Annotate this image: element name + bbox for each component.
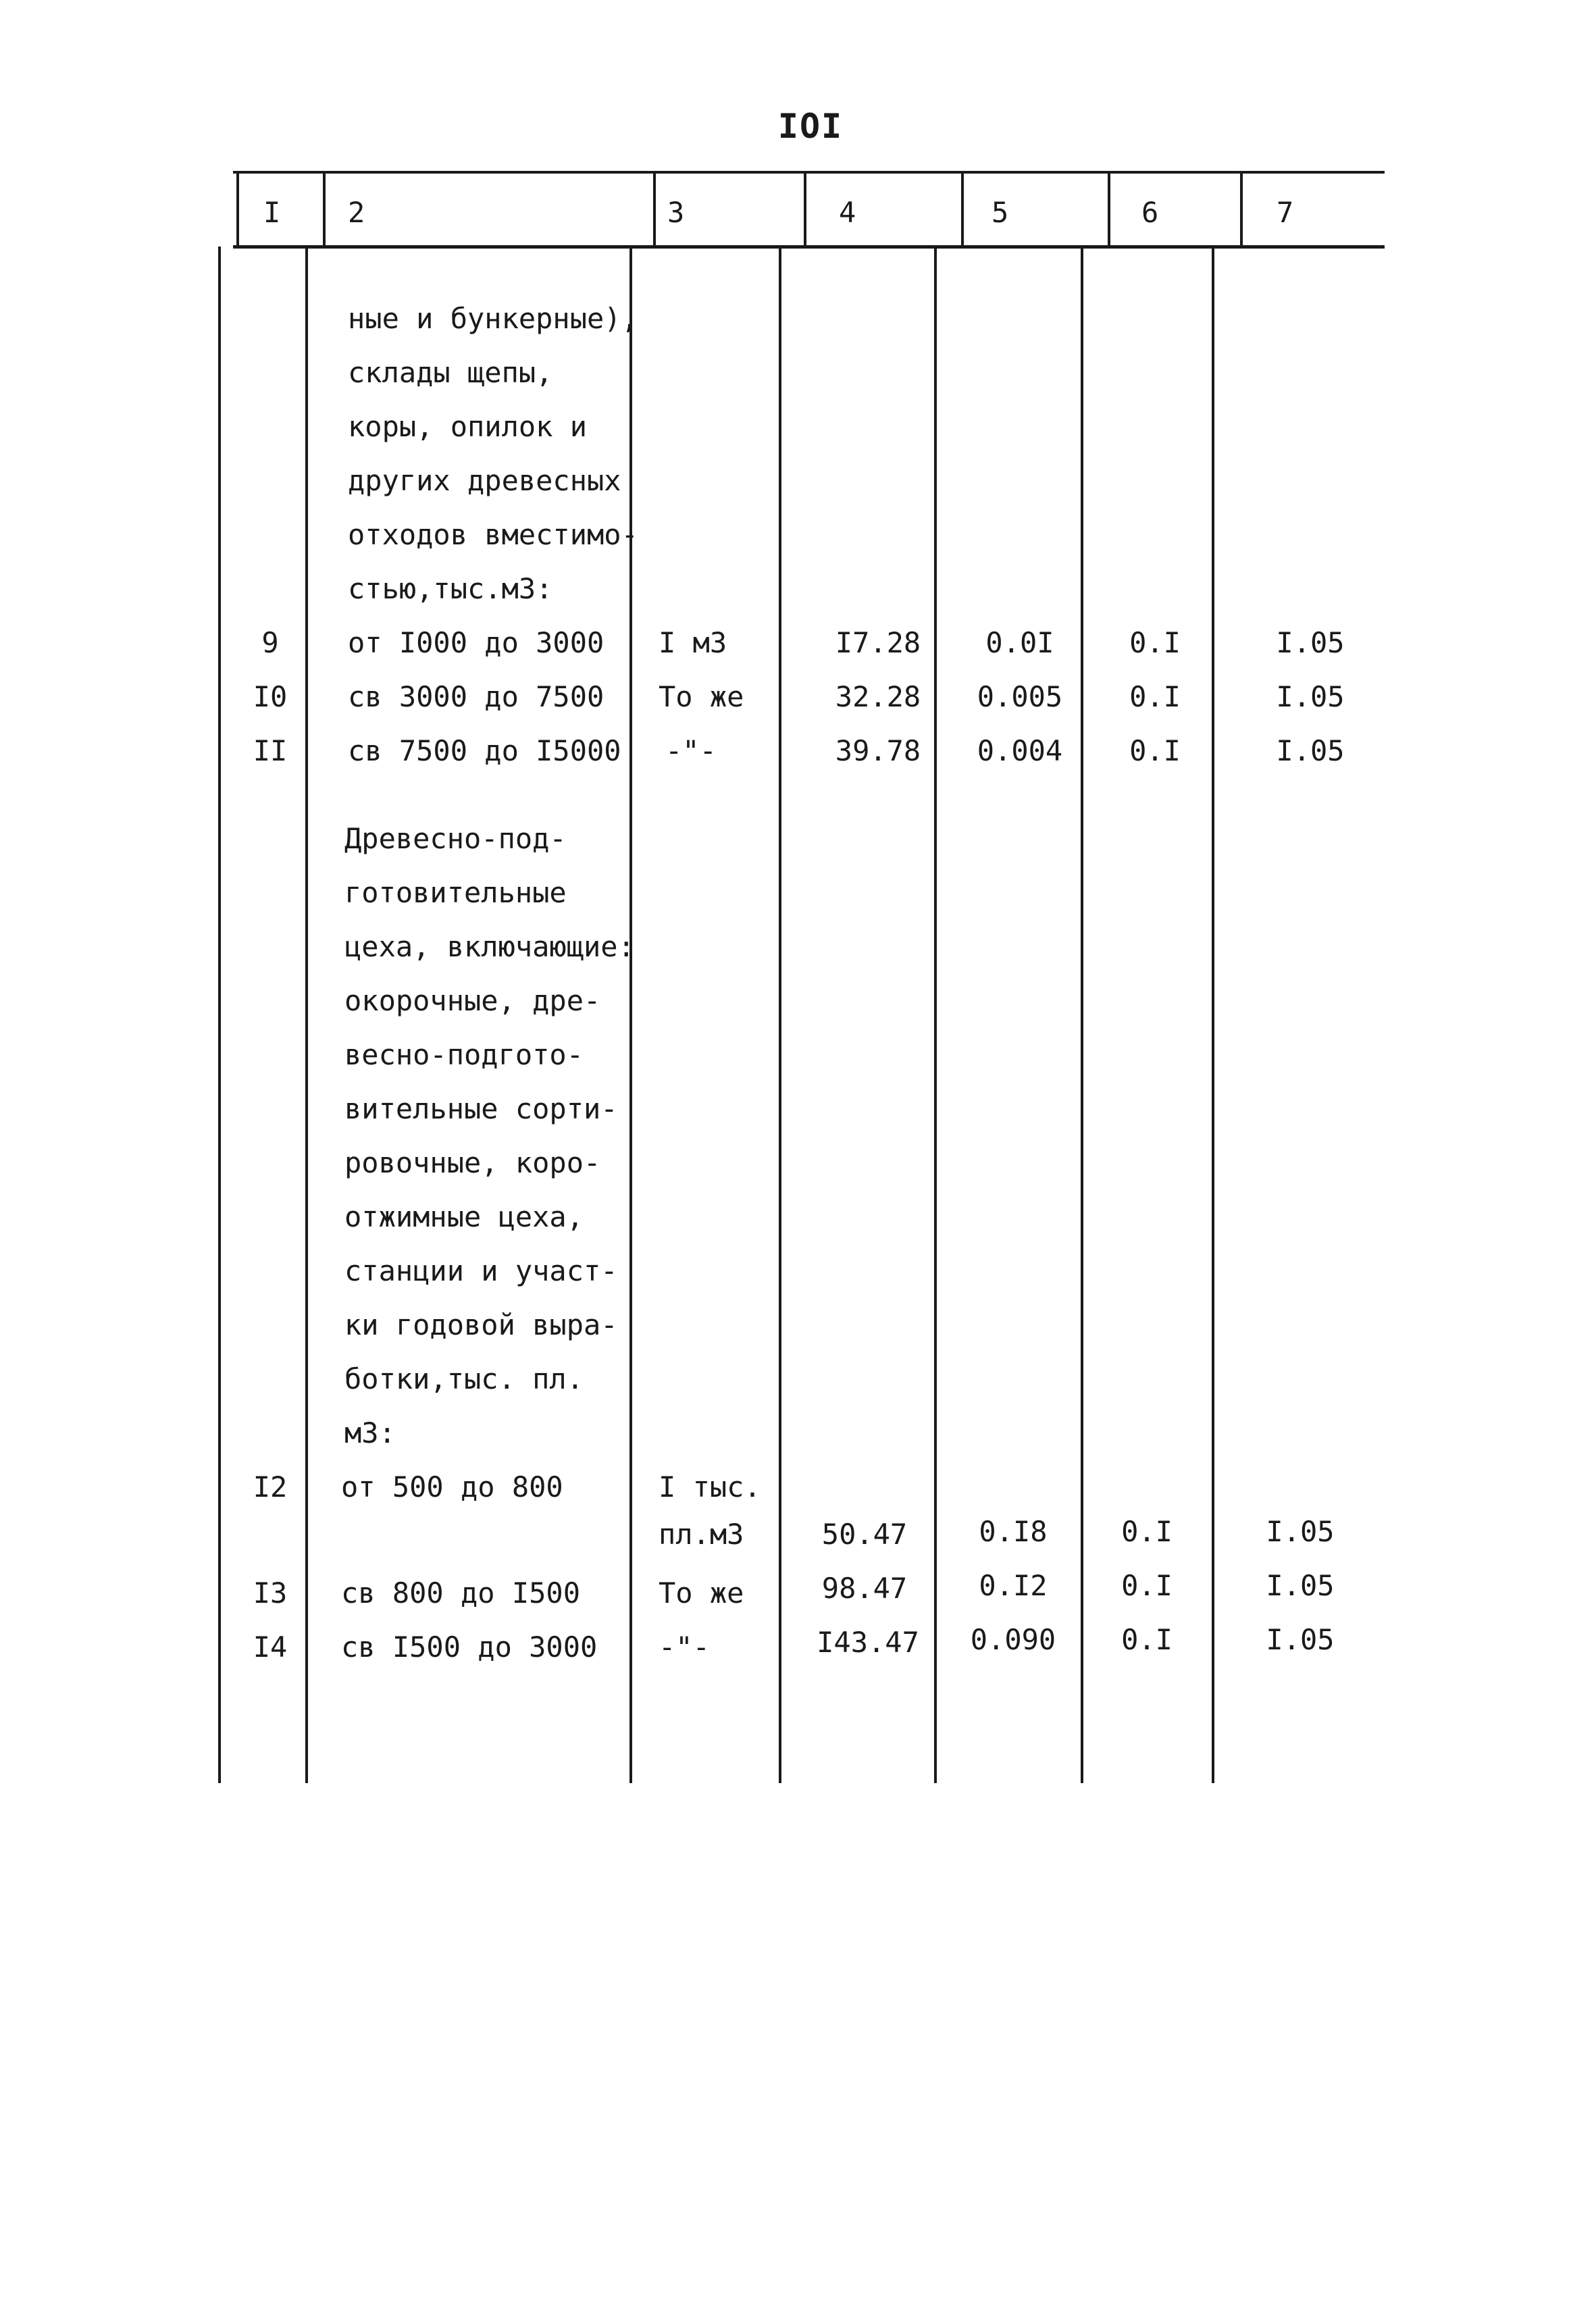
column-divider-3-body <box>779 247 781 1783</box>
row-value-4: 98.47 <box>821 1572 908 1605</box>
row-value-7: I.05 <box>1266 1623 1335 1656</box>
column-header-6: 6 <box>1141 196 1159 229</box>
section-line: Древесно-под- <box>344 822 567 855</box>
row-value-7: I.05 <box>1276 626 1345 659</box>
row-unit-cont: пл.м3 <box>659 1518 744 1551</box>
column-divider-2 <box>653 172 656 247</box>
row-value-4: I7.28 <box>835 626 921 659</box>
row-value-5: 0.I2 <box>979 1569 1048 1602</box>
column-divider-1 <box>323 172 326 247</box>
column-divider-0 <box>236 172 239 247</box>
row-number: I4 <box>253 1630 288 1664</box>
row-name: св 800 до I500 <box>341 1576 581 1610</box>
section-line: станции и участ- <box>344 1254 618 1287</box>
row-value-5: 0.I8 <box>979 1515 1048 1548</box>
row-value-7: I.05 <box>1276 734 1345 767</box>
column-header-7: 7 <box>1277 196 1294 229</box>
column-divider-2-body <box>629 247 632 1783</box>
section-line: ки годовой выра- <box>344 1308 618 1341</box>
column-header-4: 4 <box>839 196 856 229</box>
row-unit: -"- <box>659 1630 710 1664</box>
table-top-rule <box>233 171 1385 174</box>
row-number: I3 <box>253 1576 288 1610</box>
row-unit: То же <box>659 680 744 713</box>
column-divider-4 <box>961 172 964 247</box>
row-number: I2 <box>253 1470 288 1503</box>
intro-line: коры, опилок и <box>348 410 588 443</box>
row-value-4: 39.78 <box>835 734 921 767</box>
section-line: вительные сорти- <box>344 1092 618 1125</box>
column-divider-1-body <box>305 247 308 1783</box>
row-value-6: 0.I <box>1121 1569 1173 1602</box>
column-divider-6 <box>1240 172 1243 247</box>
row-unit: То же <box>659 1576 744 1610</box>
row-value-5: 0.0I <box>985 626 1054 659</box>
row-value-6: 0.I <box>1129 680 1181 713</box>
intro-line: отходов вместимо- <box>348 518 638 551</box>
column-divider-6-body <box>1212 247 1214 1783</box>
row-value-6: 0.I <box>1129 626 1181 659</box>
row-unit: I м3 <box>659 626 727 659</box>
row-number: 9 <box>261 626 279 659</box>
intro-line: склады щепы, <box>348 356 553 389</box>
row-number: I0 <box>253 680 288 713</box>
column-header-3: 3 <box>667 196 685 229</box>
row-value-7: I.05 <box>1276 680 1345 713</box>
row-name: от I000 до 3000 <box>348 626 604 659</box>
section-line: цеха, включающие: <box>344 930 635 963</box>
section-line: м3: <box>344 1416 396 1449</box>
row-name: св 3000 до 7500 <box>348 680 604 713</box>
column-divider-4-body <box>934 247 937 1783</box>
row-value-4: 50.47 <box>821 1518 908 1551</box>
row-value-4: I43.47 <box>817 1626 919 1659</box>
section-line: отжимные цеха, <box>344 1200 584 1233</box>
intro-line: других древесных <box>348 464 621 497</box>
row-value-5: 0.004 <box>977 734 1063 767</box>
section-line: ботки,тыс. пл. <box>344 1362 584 1395</box>
section-line: ровочные, коро- <box>344 1146 601 1179</box>
row-value-7: I.05 <box>1266 1515 1335 1548</box>
intro-line: стью,тыс.м3: <box>348 572 553 605</box>
row-name: от 500 до 800 <box>341 1470 563 1503</box>
row-value-5: 0.090 <box>970 1623 1056 1656</box>
row-name: св I500 до 3000 <box>341 1630 598 1664</box>
column-divider-3 <box>804 172 806 247</box>
row-value-6: 0.I <box>1121 1515 1173 1548</box>
row-value-6: 0.I <box>1129 734 1181 767</box>
section-line: окорочные, дре- <box>344 984 601 1017</box>
row-value-6: 0.I <box>1121 1623 1173 1656</box>
column-divider-5 <box>1108 172 1110 247</box>
section-line: весно-подгото- <box>344 1038 584 1071</box>
row-value-5: 0.005 <box>977 680 1063 713</box>
row-name: св 7500 до I5000 <box>348 734 621 767</box>
column-divider-0-body <box>218 247 221 1783</box>
row-unit: I тыс. <box>659 1470 761 1503</box>
section-line: готовительные <box>344 876 567 909</box>
page-number: IOI <box>777 107 844 146</box>
intro-line: ные и бункерные), <box>348 302 638 335</box>
column-divider-5-body <box>1081 247 1083 1783</box>
column-header-5: 5 <box>992 196 1009 229</box>
row-unit: -"- <box>665 734 717 767</box>
row-number: II <box>253 734 288 767</box>
column-header-2: 2 <box>348 196 365 229</box>
column-header-1: I <box>263 196 281 229</box>
row-value-7: I.05 <box>1266 1569 1335 1602</box>
row-value-4: 32.28 <box>835 680 921 713</box>
